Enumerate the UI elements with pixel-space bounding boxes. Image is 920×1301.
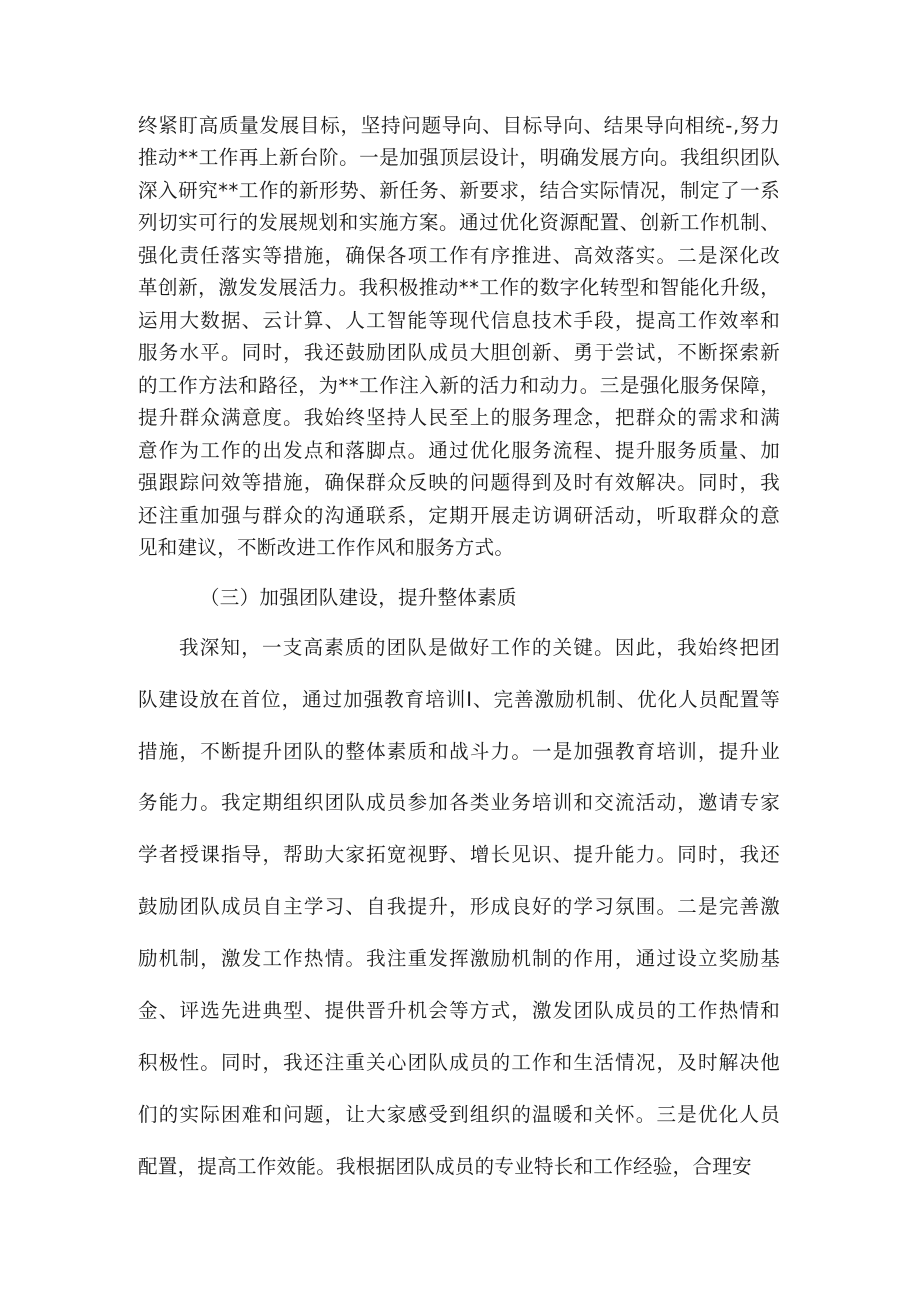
paragraph-line: 队建设放在首位，通过加强教育培训I、完善激励机制、优化人员配置等 bbox=[138, 688, 781, 711]
paragraph-line: 服务水平。同时，我还鼓励团队成员大胆创新、勇于尝试，不断探索新 bbox=[138, 341, 781, 364]
paragraph-line: 学者授课指导，帮助大家拓宽视野、增长见识、提升能力。同时，我还 bbox=[138, 843, 781, 866]
paragraph-line: 积极性。同时，我还注重关心团队成员的工作和生活情况，及时解决他 bbox=[138, 1051, 781, 1074]
paragraph-line: 革创新，激发发展活力。我积极推动**工作的数字化转型和智能化升级， bbox=[138, 276, 781, 299]
paragraph-line: 提升群众满意度。我始终坚持人民至上的服务理念，把群众的需求和满 bbox=[138, 406, 781, 429]
section-heading: （三）加强团队建设，提升整体素质 bbox=[200, 586, 517, 609]
paragraph-line: 措施，不断提升团队的整体素质和战斗力。一是加强教育培训，提升业 bbox=[138, 740, 781, 763]
paragraph-line: 励机制，激发工作热情。我注重发挥激励机制的作用，通过设立奖励基 bbox=[138, 947, 781, 970]
paragraph-line: 配置，提高工作效能。我根据团队成员的专业特长和工作经验，合理安 bbox=[138, 1155, 752, 1178]
paragraph-line: 推动**工作再上新台阶。一是加强顶层设计，明确发展方向。我组织团队 bbox=[138, 146, 781, 169]
paragraph-line: 运用大数据、云计算、人工智能等现代信息技术手段，提高工作效率和 bbox=[138, 309, 781, 332]
paragraph-line: 鼓励团队成员自主学习、自我提升，形成良好的学习氛围。二是完善激 bbox=[138, 895, 781, 918]
paragraph-line: 深入研究**工作的新形势、新任务、新要求，结合实际情况，制定了一系 bbox=[138, 179, 781, 202]
paragraph-line: 的工作方法和路径，为**工作注入新的活力和动力。三是强化服务保障， bbox=[138, 374, 781, 397]
paragraph-line: 们的实际困难和问题，让大家感受到组织的温暖和关怀。三是优化人员 bbox=[138, 1103, 781, 1126]
paragraph-line: 终紧盯高质量发展目标，坚持问题导向、目标导向、结果导向相统-,努力 bbox=[138, 114, 781, 137]
paragraph-line: 意作为工作的出发点和落脚点。通过优化服务流程、提升服务质量、加 bbox=[138, 439, 781, 462]
paragraph-line: 见和建议，不断改进工作作风和服务方式。 bbox=[138, 536, 515, 559]
paragraph-line: 列切实可行的发展规划和实施方案。通过优化资源配置、创新工作机制、 bbox=[138, 211, 781, 234]
paragraph-line: 还注重加强与群众的沟通联系，定期开展走访调研活动，听取群众的意 bbox=[138, 504, 781, 527]
paragraph-line: 我深知，一支高素质的团队是做好工作的关键。因此，我始终把团 bbox=[179, 636, 781, 659]
paragraph-line: 金、评选先进典型、提供晋升机会等方式，激发团队成员的工作热情和 bbox=[138, 999, 781, 1022]
paragraph-line: 强跟踪问效等措施，确保群众反映的问题得到及时有效解决。同时，我 bbox=[138, 471, 781, 494]
paragraph-line: 务能力。我定期组织团队成员参加各类业务培训和交流活动，邀请专家 bbox=[138, 791, 781, 814]
paragraph-line: 强化责任落实等措施，确保各项工作有序推进、高效落实。二是深化改 bbox=[138, 244, 781, 267]
